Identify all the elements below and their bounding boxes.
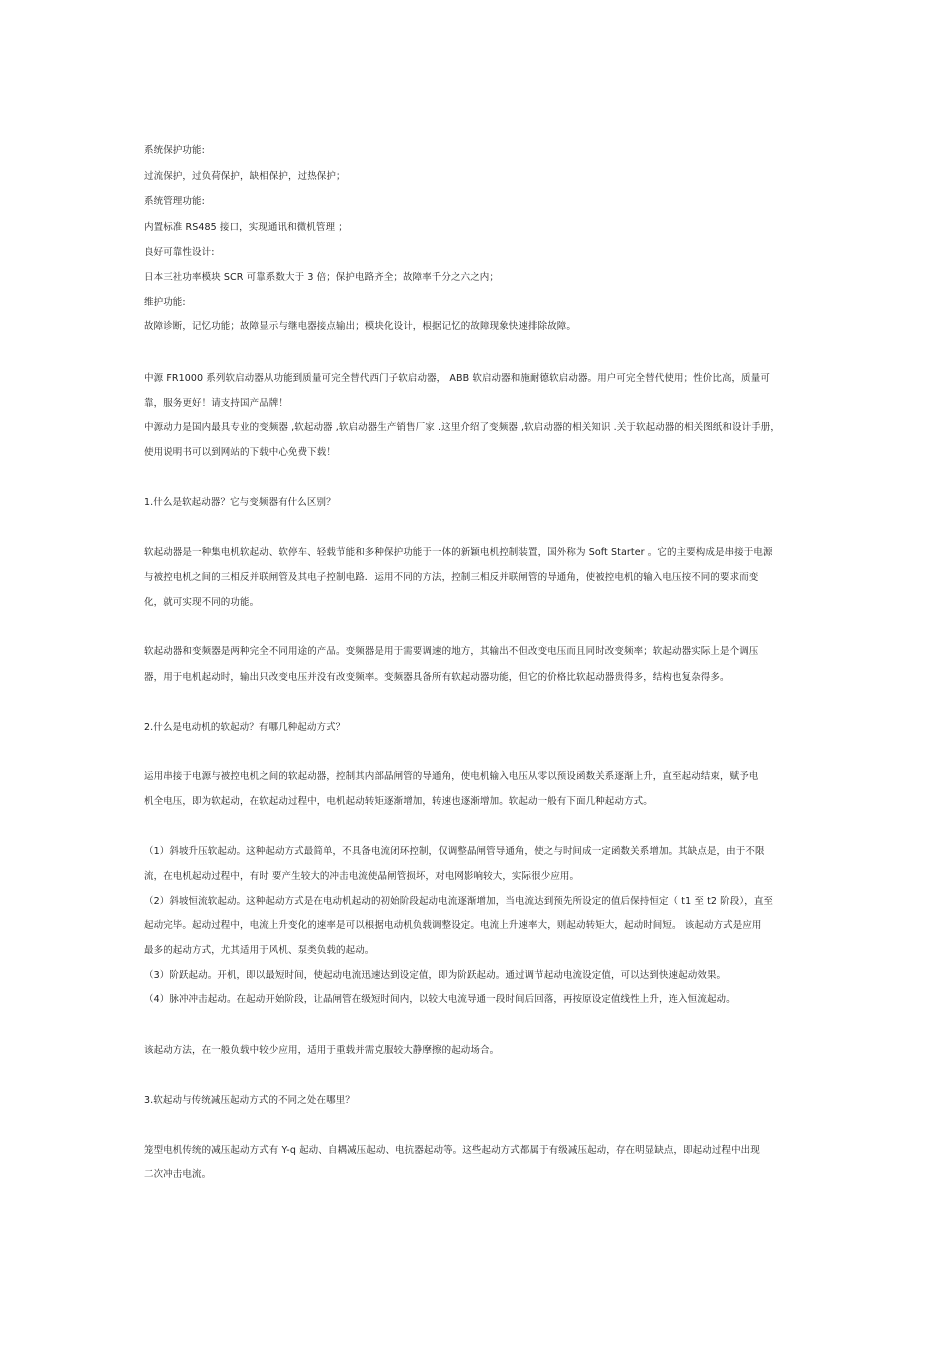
paragraph-line: 软起动器和变频器是两种完全不同用途的产品。变频器是用于需要调速的地方，其输出不但改变电压而且同时改变频率；软起动器实际上是个调压 — [144, 646, 759, 657]
paragraph-line: 二次冲击电流。 — [144, 1169, 212, 1180]
question-heading-1: 1.什么是软起动器？它与变频器有什么区别？ — [144, 497, 336, 508]
paragraph-line: 该起动方法，在一般负载中较少应用，适用于重载并需克服较大静摩擦的起动场合。 — [144, 1045, 500, 1056]
heading-reliability: 良好可靠性设计: — [144, 247, 215, 258]
list-item-2: （2）斜坡恒流软起动。这种起动方式是在电动机起动的初始阶段起动电流逐渐增加，当电流达到预先所设定的值后保持恒定（ t1 至 t2 阶段），直至 — [144, 896, 774, 907]
list-item-3: （3）阶跃起动。开机，即以最短时间，使起动电流迅速达到设定值，即为阶跃起动。通过调节起动电流设定值，可以达到快速起动效果。 — [144, 970, 727, 981]
list-item-1: （1）斜坡升压软起动。这种起动方式最简单，不具备电流闭环控制，仅调整晶闸管导通角，使之与时间成一定函数关系增加。其缺点是，由于不限 — [144, 846, 765, 857]
question-heading-3: 3.软起动与传统减压起动方式的不同之处在哪里？ — [144, 1095, 355, 1106]
question-heading-2: 2.什么是电动机的软起动？有哪几种起动方式？ — [144, 722, 346, 733]
paragraph-line: 流，在电机起动过程中，有时 要产生较大的冲击电流使晶闸管损坏，对电网影响较大，实际很少应用。 — [144, 871, 580, 882]
paragraph-line: 过流保护，过负荷保护，缺相保护，过热保护； — [144, 171, 346, 182]
paragraph-line: 笼型电机传统的减压起动方式有 Y-q 起动、自耦减压起动、电抗器起动等。这些起动方式都属于有级减压起动，存在明显缺点，即起动过程中出现 — [144, 1145, 760, 1156]
paragraph-line: 最多的起动方式，尤其适用于风机、泵类负载的起动。 — [144, 945, 375, 956]
paragraph-line: 内置标准 RS485 接口，实现通讯和微机管理 ； — [144, 222, 348, 233]
paragraph-line: 器，用于电机起动时，输出只改变电压并没有改变频率。变频器具备所有软起动器功能，但它的价格比软起动器贵得多，结构也复杂得多。 — [144, 672, 730, 683]
list-item-4: （4）脉冲冲击起动。在起动开始阶段，让晶闸管在级短时间内，以较大电流导通一段时间后回落，再按原设定值线性上升，连入恒流起动。 — [144, 994, 736, 1005]
paragraph-line: 与被控电机之间的三相反并联闸管及其电子控制电路．运用不同的方法，控制三相反并联闸管的导通角，使被控电机的输入电压按不同的要求而变 — [144, 572, 759, 583]
paragraph-line: 运用串接于电源与被控电机之间的软起动器，控制其内部晶闸管的导通角，使电机输入电压从零以预设函数关系逐渐上升，直至起动结束，赋予电 — [144, 771, 759, 782]
paragraph-line: 中源动力是国内最具专业的变频器 ,软起动器 ,软启动器生产销售厂家 .这里介绍了变频器 ,软启动器的相关知识 .关于软起动器的相关图纸和设计手册， — [144, 422, 780, 433]
paragraph-line: 起动完毕。起动过程中，电流上升变化的速率是可以根据电动机负载调整设定。电流上升速率大，则起动转矩大，起动时间短。 该起动方式是应用 — [144, 920, 762, 931]
paragraph-line: 中源 FR1000 系列软启动器从功能到质量可完全替代西门子软启动器， ABB 软启动器和施耐德软启动器。用户可完全替代使用；性价比高，质量可 — [144, 373, 770, 384]
paragraph-line: 靠，服务更好！请支持国产品牌！ — [144, 398, 289, 409]
paragraph-line: 使用说明书可以到网站的下载中心免费下载！ — [144, 447, 337, 458]
paragraph-line: 软起动器是一种集电机软起动、软停车、轻载节能和多种保护功能于一体的新颖电机控制装置，国外称为 Soft Starter 。它的主要构成是串接于电源 — [144, 547, 773, 558]
paragraph-line: 机全电压，即为软起动，在软起动过程中，电机起动转矩逐渐增加，转速也逐渐增加。软起动一般有下面几种起动方式。 — [144, 796, 653, 807]
paragraph-line: 故障诊断，记忆功能；故障显示与继电器接点输出；模块化设计，根据记忆的故障现象快速排除故障。 — [144, 321, 577, 332]
heading-protection: 系统保护功能: — [144, 145, 205, 156]
paragraph-line: 日本三社功率模块 SCR 可靠系数大于 3 倍；保护电路齐全；故障率千分之六之内； — [144, 272, 499, 283]
heading-maintenance: 维护功能: — [144, 297, 186, 308]
paragraph-line: 化，就可实现不同的功能。 — [144, 597, 260, 608]
heading-management: 系统管理功能: — [144, 196, 205, 207]
